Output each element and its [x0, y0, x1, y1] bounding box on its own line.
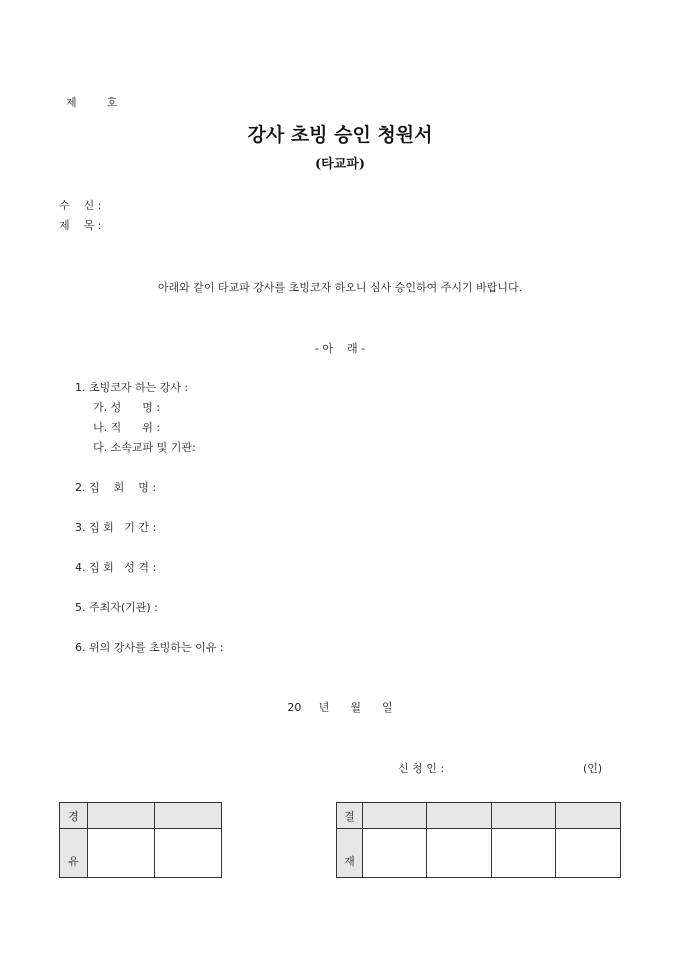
approval-header-cell: [556, 803, 621, 829]
item-1b: 나. 직 위 :: [93, 421, 161, 434]
approval-sign-cell: [362, 829, 427, 878]
review-box: [59, 802, 222, 878]
item-1a: 가. 성 명 :: [93, 401, 161, 414]
approval-header-cell: [362, 803, 427, 829]
item-4: 4. 집 회 성 격 :: [75, 561, 157, 574]
approval-label-bottom: 재: [337, 829, 363, 878]
item-6: 6. 위의 강사를 초빙하는 이유 :: [75, 641, 224, 654]
intro-text: 아래와 같이 타교파 강사를 초빙코자 하오니 심사 승인하여 주시기 바랍니다.: [157, 281, 523, 294]
doc-number-label: [59, 81, 117, 110]
review-sign-cell: [87, 829, 154, 878]
applicant-label: 신 청 인 :: [398, 762, 445, 775]
review-label-bottom: 유: [60, 829, 88, 878]
document-title: 강사 초빙 승인 청원서: [247, 124, 433, 146]
subject-label: 제 목 :: [59, 219, 102, 232]
item-5: 5. 주최자(기관) :: [75, 601, 158, 614]
item-3: 3. 집 회 기 간 :: [75, 521, 157, 534]
approval-sign-cell: [491, 829, 556, 878]
approval-label-top: 결: [337, 803, 363, 829]
review-label-top: 경: [60, 803, 88, 829]
approval-header-cell: [491, 803, 556, 829]
approval-header-cell: [427, 803, 492, 829]
approval-sign-cell: [556, 829, 621, 878]
item-2: 2. 집 회 명 :: [75, 481, 157, 494]
date-line: 20 년 월 일: [287, 701, 393, 714]
recipient-label: 수 신 :: [59, 199, 102, 212]
document-subtitle: (타교파): [315, 157, 365, 172]
section-marker: - 아 래 -: [314, 342, 366, 355]
review-header-cell: [87, 803, 154, 829]
approval-box: [336, 802, 621, 878]
review-header-cell: [154, 803, 221, 829]
doc-number-suffix: 호: [106, 96, 118, 109]
doc-number-prefix: 제: [66, 96, 77, 109]
review-sign-cell: [154, 829, 221, 878]
item-1: 1. 초빙코자 하는 강사 :: [75, 381, 189, 394]
item-1c: 다. 소속교파 및 기관:: [93, 441, 196, 454]
seal-mark: (인): [583, 762, 603, 775]
approval-sign-cell: [427, 829, 492, 878]
